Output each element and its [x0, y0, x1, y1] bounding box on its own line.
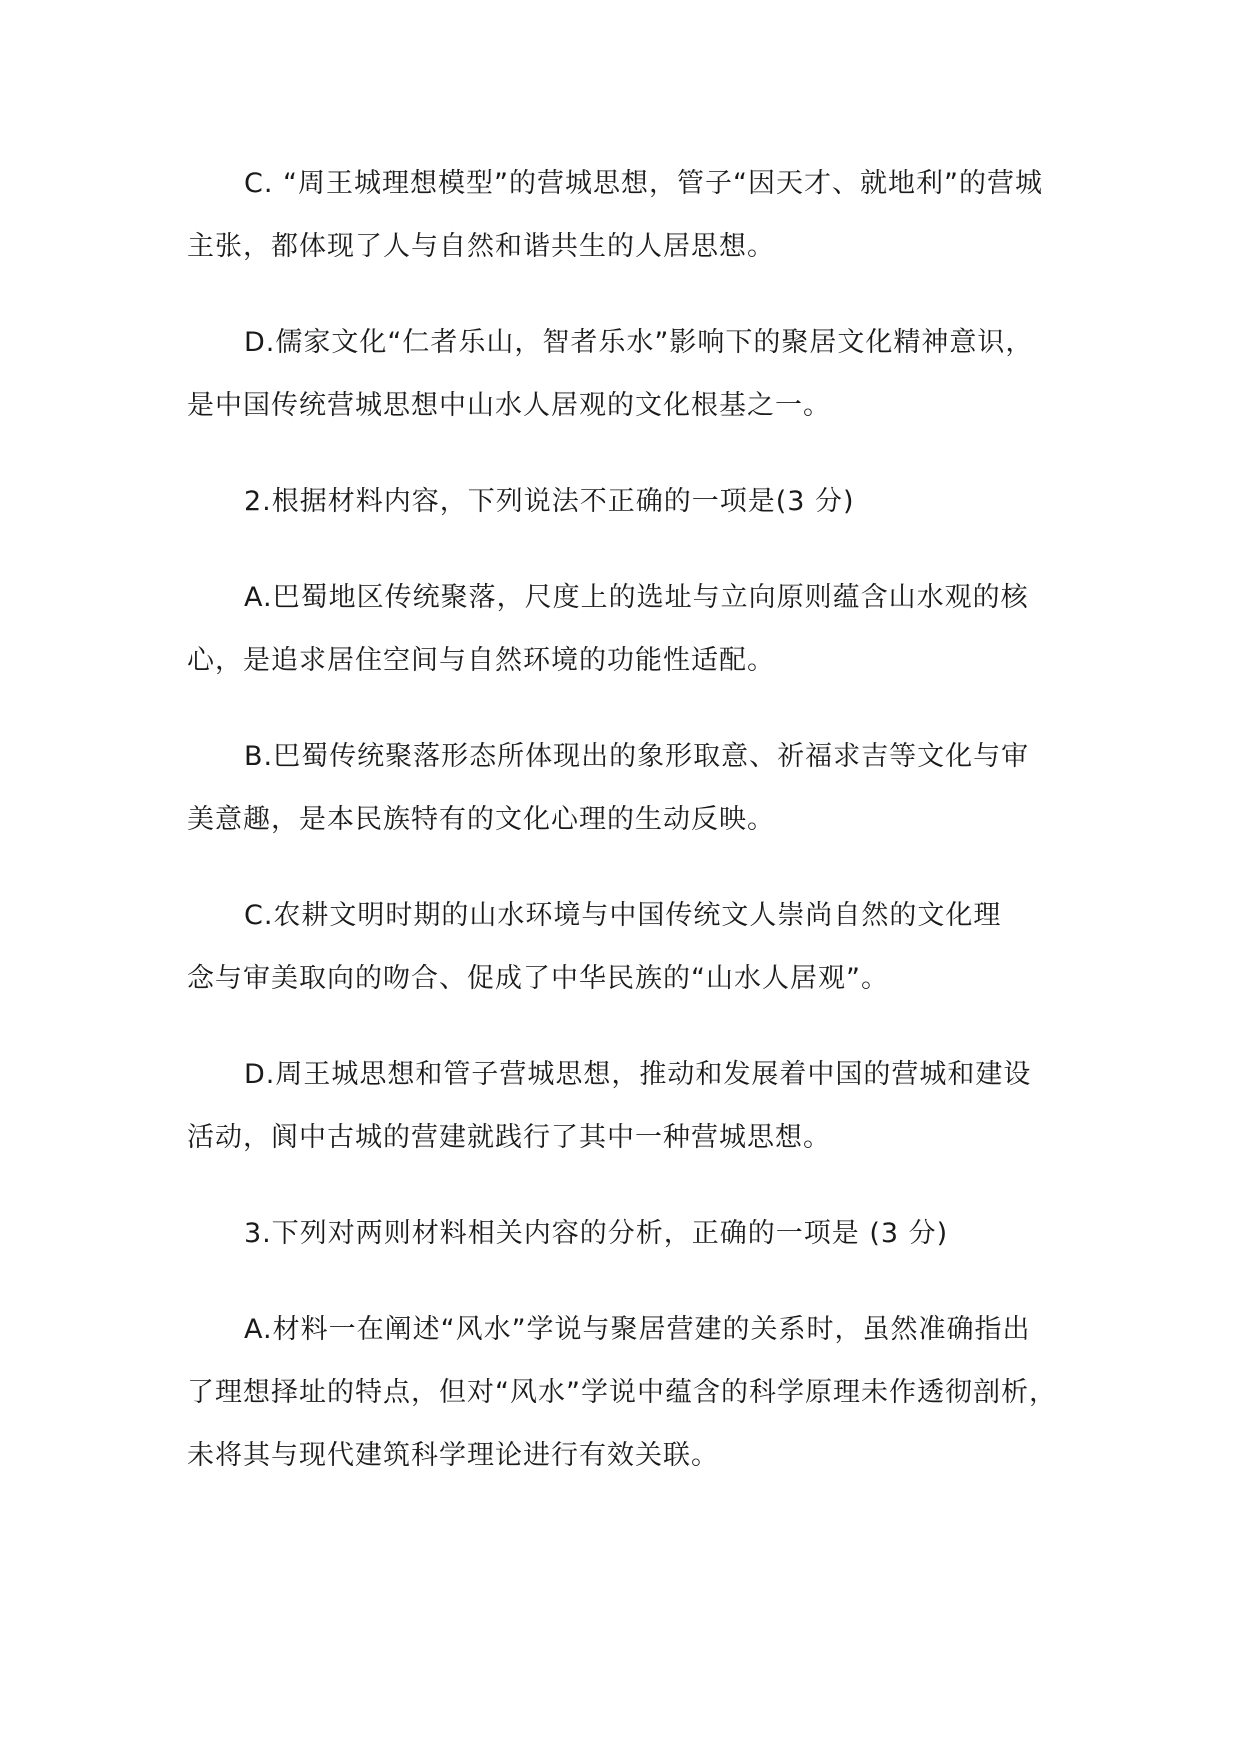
q2-option-c-line-1: C.农耕文明时期的山水环境与中国传统文人崇尚自然的文化理 [244, 900, 1002, 931]
q2-option-d-line-2: 活动，阆中古城的营建就践行了其中一种营城思想。 [187, 1122, 831, 1153]
q3-option-a-line-2: 了理想择址的特点，但对“风水”学说中蕴含的科学原理未作透彻剖析， [187, 1377, 1057, 1408]
q2-option-b-line-1: B.巴蜀传统聚落形态所体现出的象形取意、祈福求吉等文化与审 [244, 741, 1030, 772]
q2-option-d-line-1: D.周王城思想和管子营城思想，推动和发展着中国的营城和建设 [244, 1059, 1032, 1090]
option-d-line-2: 是中国传统营城思想中山水人居观的文化根基之一。 [187, 390, 831, 421]
option-d-line-1: D.儒家文化“仁者乐山，智者乐水”影响下的聚居文化精神意识， [244, 327, 1034, 358]
option-c-line-1: C. “周王城理想模型”的营城思想，管子“因天才、就地利”的营城 [244, 168, 1043, 199]
q3-option-a-line-1: A.材料一在阐述“风水”学说与聚居营建的关系时，虽然准确指出 [244, 1314, 1031, 1345]
question-2-stem: 2.根据材料内容，下列说法不正确的一项是(3 分) [244, 486, 855, 517]
q2-option-b-line-2: 美意趣，是本民族特有的文化心理的生动反映。 [187, 804, 775, 835]
option-c-line-2: 主张，都体现了人与自然和谐共生的人居思想。 [187, 231, 775, 262]
q2-option-a-line-1: A.巴蜀地区传统聚落，尺度上的选址与立向原则蕴含山水观的核 [244, 582, 1029, 613]
q3-option-a-line-3: 未将其与现代建筑科学理论进行有效关联。 [187, 1440, 719, 1471]
q2-option-c-line-2: 念与审美取向的吻合、促成了中华民族的“山水人居观”。 [187, 963, 889, 994]
q2-option-a-line-2: 心，是追求居住空间与自然环境的功能性适配。 [187, 645, 775, 676]
question-3-stem: 3.下列对两则材料相关内容的分析，正确的一项是 (3 分) [244, 1218, 949, 1249]
